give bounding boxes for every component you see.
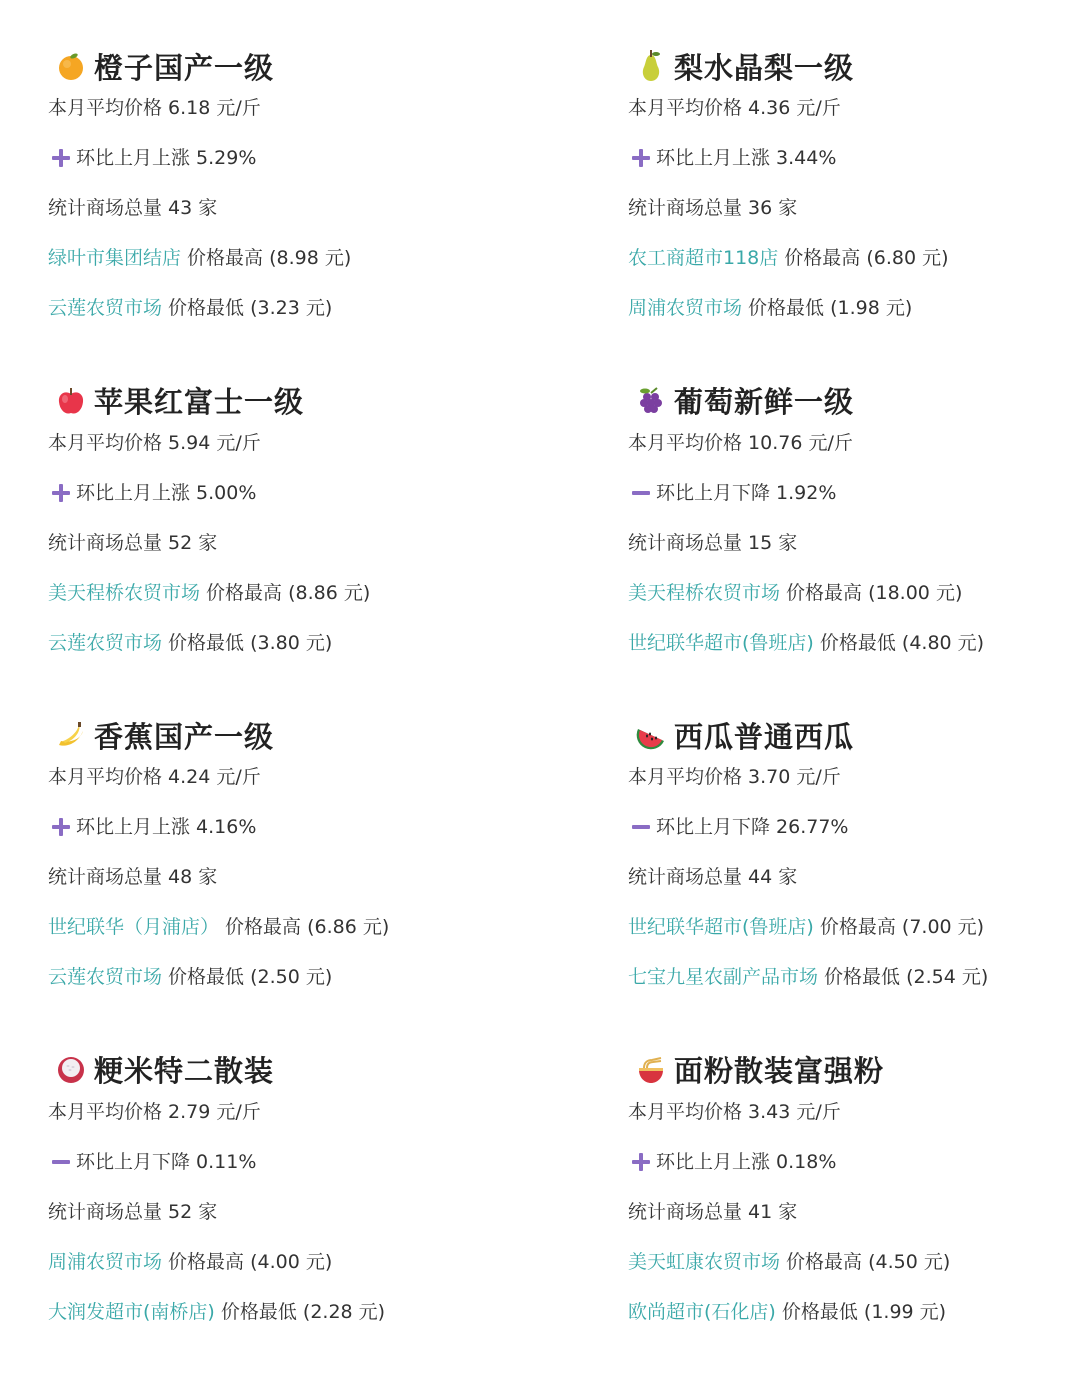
highest-market-link[interactable]: 世纪联华（月浦店）	[48, 916, 219, 938]
lowest-price	[628, 965, 1080, 989]
highest-price-text: 价格最高 (8.86 元)	[200, 582, 370, 604]
lowest-market-link[interactable]: 云莲农贸市场	[48, 297, 162, 319]
card-title	[628, 713, 1080, 757]
price-card	[0, 44, 580, 379]
highest-price	[628, 246, 1080, 270]
card-title	[48, 713, 580, 757]
lowest-price	[48, 631, 580, 655]
plus-icon	[50, 147, 72, 169]
highest-price	[628, 581, 1080, 605]
price-card	[0, 713, 580, 1048]
average-price: 本月平均价格 3.43 元/斤	[628, 1100, 1080, 1124]
average-price: 本月平均价格 5.94 元/斤	[48, 431, 580, 455]
highest-market-link[interactable]: 绿叶市集团结店	[48, 247, 181, 269]
card-title	[628, 379, 1080, 423]
title-text: 香蕉国产一级	[94, 715, 274, 756]
lowest-market-link[interactable]: 大润发超市(南桥店)	[48, 1301, 215, 1323]
price-card	[580, 44, 1080, 379]
lowest-market-link[interactable]: 云莲农贸市场	[48, 966, 162, 988]
market-count: 统计商场总量 48 家	[48, 865, 580, 889]
change-text: 环比上月下降 26.77%	[656, 815, 849, 839]
average-price: 本月平均价格 2.79 元/斤	[48, 1100, 580, 1124]
market-count: 统计商场总量 15 家	[628, 531, 1080, 555]
highest-price	[48, 915, 580, 939]
noodles-icon	[632, 1052, 670, 1088]
highest-price	[628, 1250, 1080, 1274]
lowest-price-text: 价格最低 (2.28 元)	[215, 1301, 385, 1323]
month-change	[628, 481, 1080, 505]
lowest-price	[628, 631, 1080, 655]
lowest-price-text: 价格最低 (2.50 元)	[162, 966, 332, 988]
title-text: 粳米特二散装	[94, 1049, 274, 1090]
lowest-price-text: 价格最低 (4.80 元)	[814, 632, 984, 654]
highest-market-link[interactable]: 美天程桥农贸市场	[48, 582, 200, 604]
grapes-icon	[632, 383, 670, 419]
change-text: 环比上月上涨 0.18%	[656, 1150, 836, 1174]
highest-price	[48, 246, 580, 270]
change-text: 环比上月上涨 5.29%	[76, 146, 256, 170]
highest-market-link[interactable]: 世纪联华超市(鲁班店)	[628, 916, 814, 938]
lowest-market-link[interactable]: 七宝九星农副产品市场	[628, 966, 818, 988]
card-title	[628, 1048, 1080, 1092]
average-price: 本月平均价格 10.76 元/斤	[628, 431, 1080, 455]
market-count: 统计商场总量 41 家	[628, 1200, 1080, 1224]
plus-icon	[50, 816, 72, 838]
change-text: 环比上月下降 1.92%	[656, 481, 836, 505]
highest-market-link[interactable]: 周浦农贸市场	[48, 1251, 162, 1273]
price-card	[580, 1048, 1080, 1382]
highest-price-text: 价格最高 (7.00 元)	[814, 916, 984, 938]
price-card	[580, 713, 1080, 1048]
lowest-price	[48, 1300, 580, 1324]
price-card	[0, 379, 580, 714]
lowest-price	[628, 1300, 1080, 1324]
lowest-price-text: 价格最低 (2.54 元)	[818, 966, 988, 988]
lowest-price	[48, 965, 580, 989]
change-text: 环比上月上涨 3.44%	[656, 146, 836, 170]
average-price: 本月平均价格 6.18 元/斤	[48, 96, 580, 120]
title-text: 西瓜普通西瓜	[674, 715, 854, 756]
lowest-price-text: 价格最低 (1.99 元)	[776, 1301, 946, 1323]
average-price: 本月平均价格 3.70 元/斤	[628, 765, 1080, 789]
title-text: 面粉散装富强粉	[674, 1049, 884, 1090]
market-count: 统计商场总量 43 家	[48, 196, 580, 220]
highest-price-text: 价格最高 (8.98 元)	[181, 247, 351, 269]
lowest-price	[628, 296, 1080, 320]
highest-price-text: 价格最高 (6.86 元)	[219, 916, 389, 938]
lowest-price-text: 价格最低 (1.98 元)	[742, 297, 912, 319]
month-change	[628, 1150, 1080, 1174]
highest-price	[48, 1250, 580, 1274]
price-card	[0, 1048, 580, 1382]
change-text: 环比上月上涨 4.16%	[76, 815, 256, 839]
highest-price	[48, 581, 580, 605]
rice-icon	[52, 1052, 90, 1088]
title-text: 苹果红富士一级	[94, 380, 304, 421]
highest-market-link[interactable]: 美天程桥农贸市场	[628, 582, 780, 604]
orange-icon	[52, 48, 90, 84]
change-text: 环比上月下降 0.11%	[76, 1150, 256, 1174]
plus-icon	[630, 147, 652, 169]
lowest-market-link[interactable]: 周浦农贸市场	[628, 297, 742, 319]
apple-icon	[52, 383, 90, 419]
lowest-price-text: 价格最低 (3.80 元)	[162, 632, 332, 654]
month-change	[48, 815, 580, 839]
minus-icon	[50, 1151, 72, 1173]
card-title	[48, 44, 580, 88]
market-count: 统计商场总量 52 家	[48, 531, 580, 555]
highest-price-text: 价格最高 (4.50 元)	[780, 1251, 950, 1273]
card-title	[48, 379, 580, 423]
lowest-market-link[interactable]: 世纪联华超市(鲁班店)	[628, 632, 814, 654]
highest-price-text: 价格最高 (4.00 元)	[162, 1251, 332, 1273]
month-change	[48, 1150, 580, 1174]
price-card	[580, 379, 1080, 714]
plus-icon	[630, 1151, 652, 1173]
title-text: 葡萄新鲜一级	[674, 380, 854, 421]
minus-icon	[630, 816, 652, 838]
title-text: 橙子国产一级	[94, 46, 274, 87]
month-change	[628, 815, 1080, 839]
market-count: 统计商场总量 44 家	[628, 865, 1080, 889]
highest-market-link[interactable]: 农工商超市118店	[628, 247, 778, 269]
lowest-price	[48, 296, 580, 320]
month-change	[48, 481, 580, 505]
card-title	[48, 1048, 580, 1092]
lowest-price-text: 价格最低 (3.23 元)	[162, 297, 332, 319]
title-text: 梨水晶梨一级	[674, 46, 854, 87]
minus-icon	[630, 482, 652, 504]
market-count: 统计商场总量 52 家	[48, 1200, 580, 1224]
month-change	[628, 146, 1080, 170]
market-count: 统计商场总量 36 家	[628, 196, 1080, 220]
change-text: 环比上月上涨 5.00%	[76, 481, 256, 505]
highest-market-link[interactable]: 美天虹康农贸市场	[628, 1251, 780, 1273]
average-price: 本月平均价格 4.36 元/斤	[628, 96, 1080, 120]
lowest-market-link[interactable]: 云莲农贸市场	[48, 632, 162, 654]
card-title	[628, 44, 1080, 88]
highest-price	[628, 915, 1080, 939]
lowest-market-link[interactable]: 欧尚超市(石化店)	[628, 1301, 776, 1323]
average-price: 本月平均价格 4.24 元/斤	[48, 765, 580, 789]
highest-price-text: 价格最高 (6.80 元)	[778, 247, 948, 269]
plus-icon	[50, 482, 72, 504]
watermelon-icon	[632, 717, 670, 753]
banana-icon	[52, 717, 90, 753]
pear-icon	[632, 48, 670, 84]
month-change	[48, 146, 580, 170]
highest-price-text: 价格最高 (18.00 元)	[780, 582, 962, 604]
